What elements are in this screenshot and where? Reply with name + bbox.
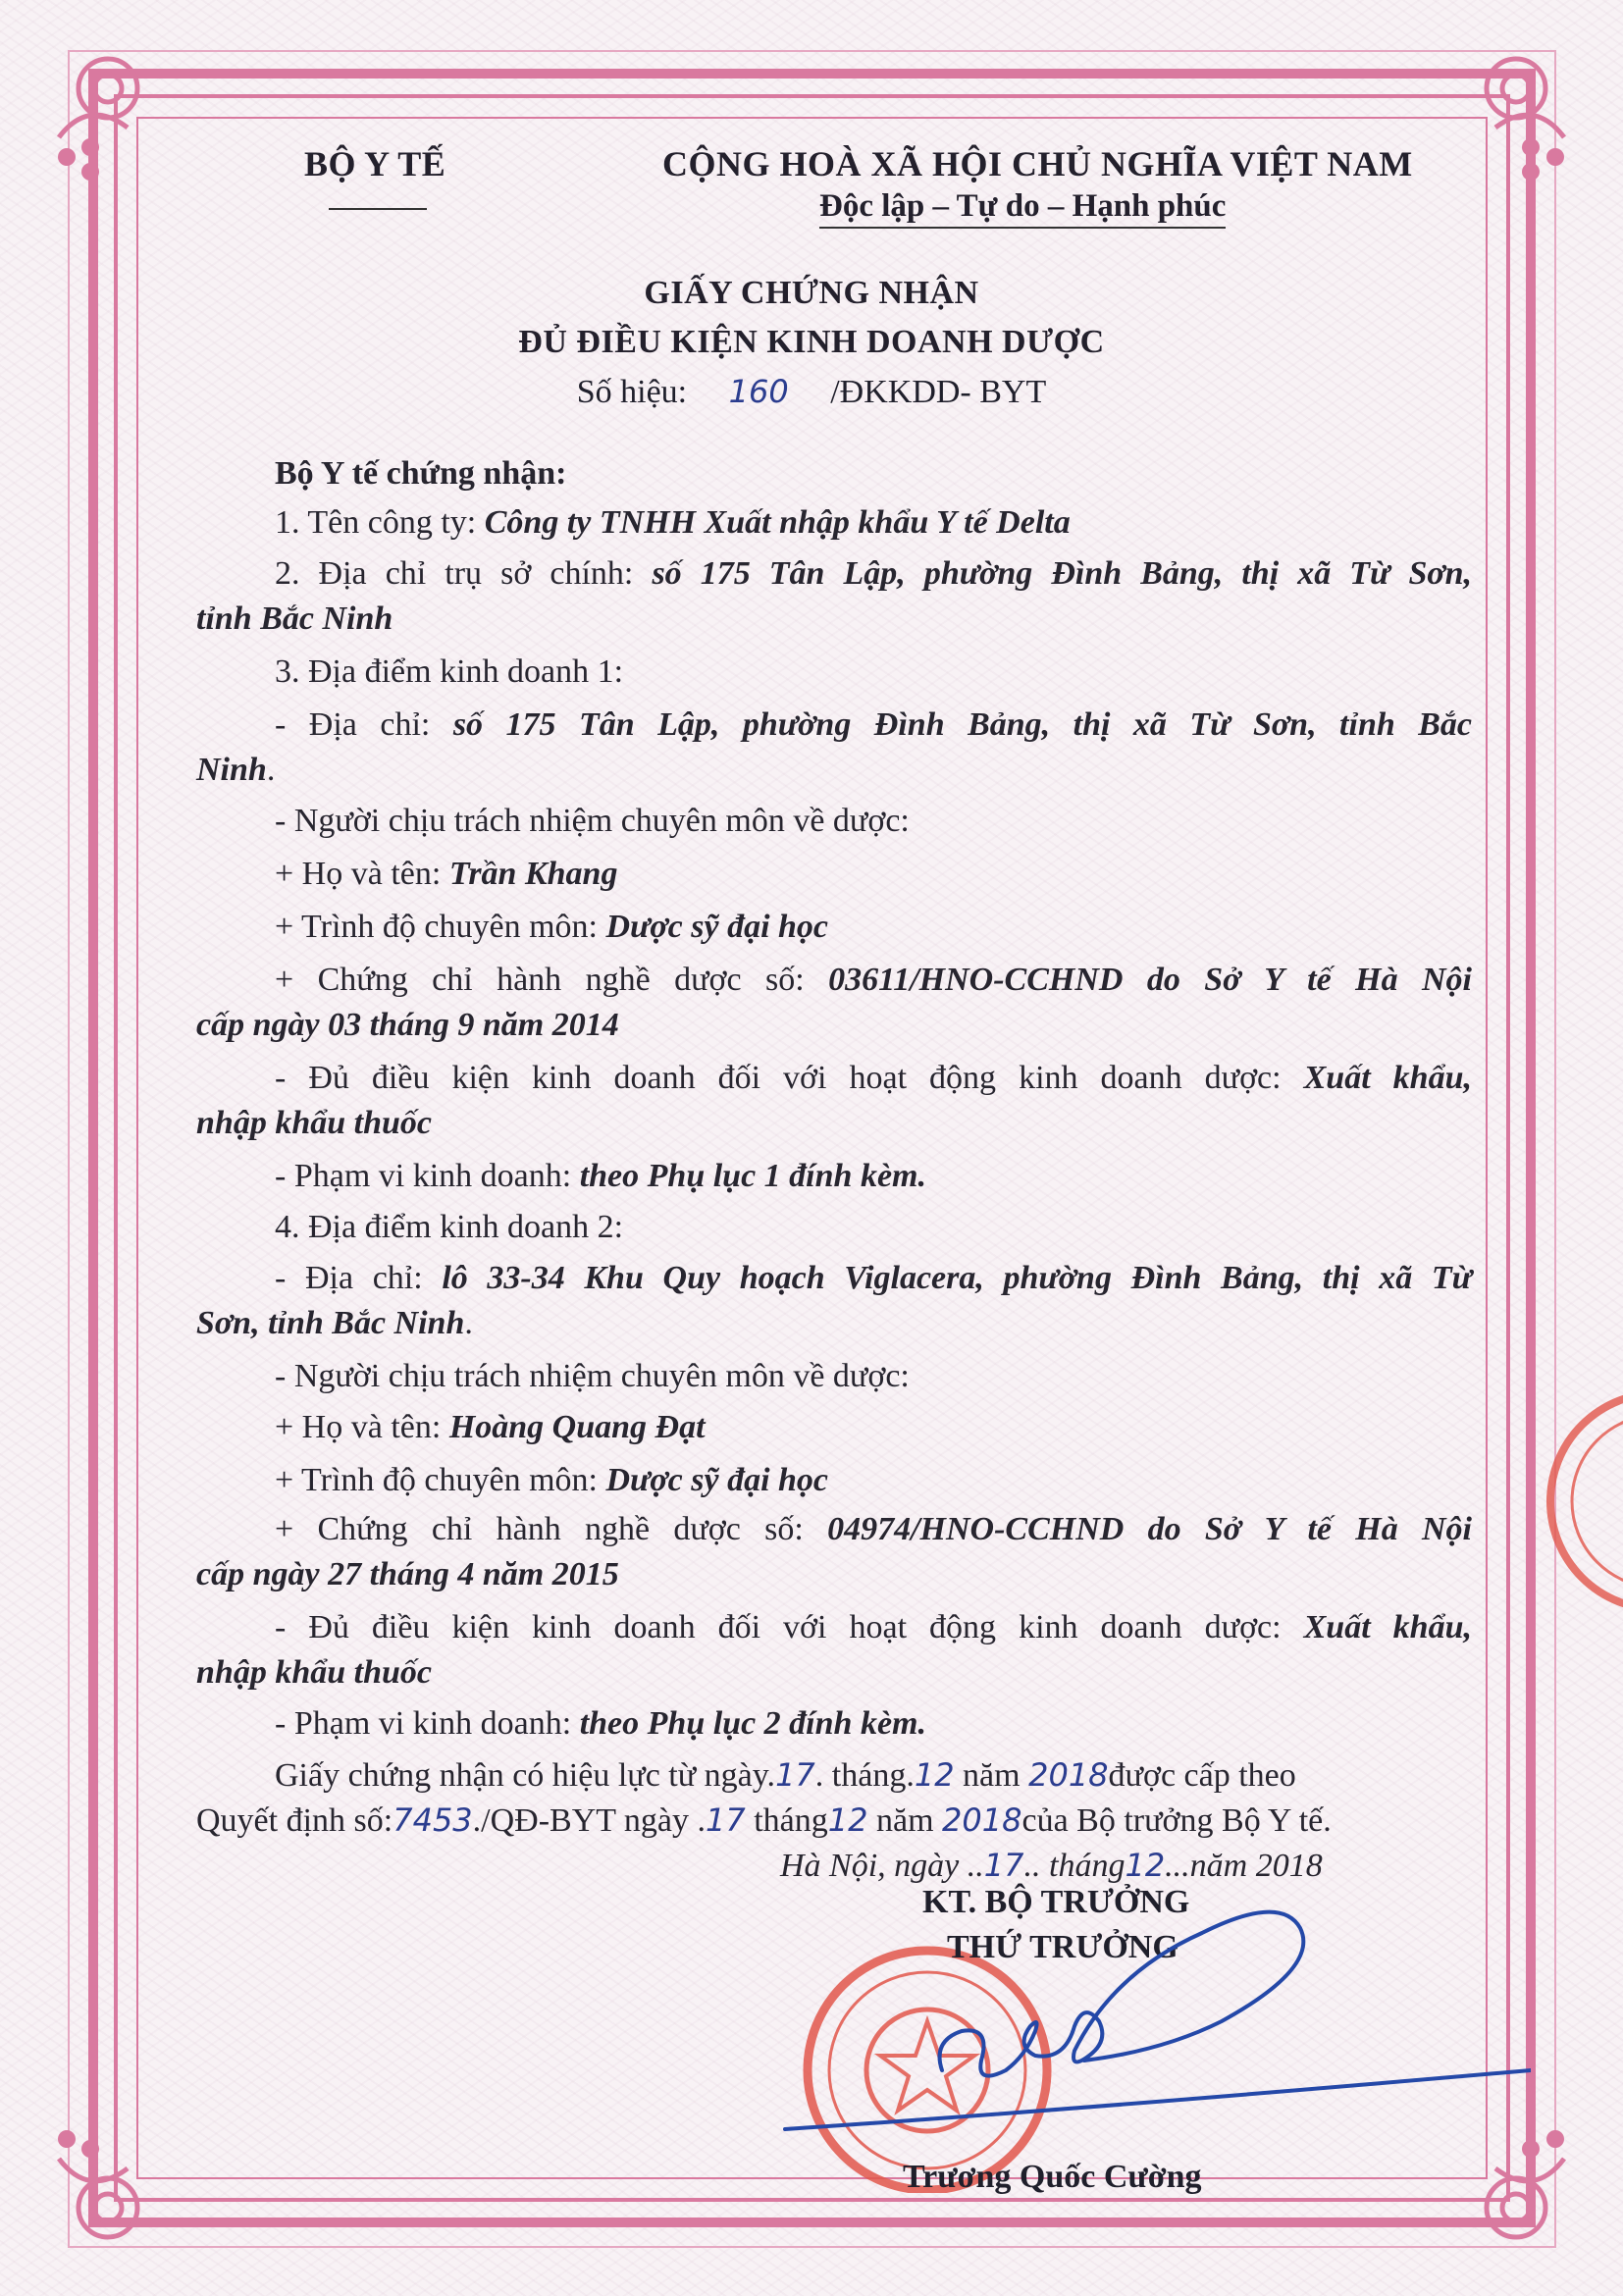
location2-name-label: + Họ và tên: [275, 1409, 442, 1445]
national-motto: Độc lập – Tự do – Hạnh phúc [819, 188, 1226, 229]
decision-row [196, 1798, 1332, 1844]
location1-address-cont-row [196, 748, 275, 793]
location2-qual-row [275, 1458, 828, 1503]
location2-eligible-cont: nhập khẩu thuốc [196, 1654, 432, 1691]
validity-month: 12 [914, 1756, 955, 1794]
location1-address-end: . [266, 752, 276, 788]
location2-responsible: - Người chịu trách nhiệm chuyên môn về dược: [275, 1358, 910, 1394]
company-address-label: 2. Địa chỉ trụ sở chính: [275, 555, 634, 592]
location2-address-cont: Sơn, tỉnh Bắc Ninh [196, 1305, 465, 1341]
location2-heading: 4. Địa điểm kinh doanh 2: [275, 1209, 624, 1245]
validity-text-1: Giấy chứng nhận có hiệu lực từ ngày. [275, 1757, 776, 1794]
location1-qual-label: + Trình độ chuyên môn: [275, 909, 598, 945]
location1-heading: 3. Địa điểm kinh doanh 1: [275, 653, 624, 690]
certificate-subtitle: ĐỦ ĐIỀU KIỆN KINH DOANH DƯỢC [518, 324, 1105, 360]
location1-qual-row [275, 905, 828, 950]
validity-year: 2018 [1028, 1756, 1109, 1794]
header-divider [329, 208, 427, 210]
certificate-title: GIẤY CHỨNG NHẬN [644, 275, 979, 311]
company-name-value: Công ty TNHH Xuất nhập khẩu Y tế Delta [484, 504, 1071, 541]
location1-eligible-label: - Đủ điều kiện kinh doanh đối với hoạt động kinh doanh dược: [275, 1060, 1282, 1096]
location1-cert-row [275, 958, 1472, 1003]
validity-text-2: . tháng. [814, 1757, 915, 1794]
intro-line: Bộ Y tế chứng nhận: [275, 455, 567, 492]
signer-role-2: THỨ TRƯỞNG [947, 1929, 1178, 1965]
location1-eligible-cont: nhập khẩu thuốc [196, 1105, 432, 1141]
place-date-day: 17 [983, 1847, 1024, 1884]
place-date-text-1: Hà Nội, ngày .. [780, 1848, 984, 1884]
location2-name-row [275, 1405, 706, 1450]
certificate-number [0, 373, 1623, 411]
location2-cert-row [275, 1507, 1472, 1552]
company-name-label: 1. Tên công ty: [275, 504, 477, 541]
company-address-cont: tỉnh Bắc Ninh [196, 600, 393, 637]
place-date-text-2: .. tháng [1023, 1848, 1126, 1884]
location1-name-label: + Họ và tên: [275, 856, 442, 892]
location1-address-cont: Ninh [196, 752, 267, 788]
validity-row [275, 1752, 1296, 1799]
location1-name-row [275, 852, 617, 897]
place-date-month: 12 [1125, 1847, 1166, 1884]
company-name-row [275, 500, 1071, 546]
side-seal-icon [1541, 1383, 1623, 1619]
location2-cert-date: cấp ngày 27 tháng 4 năm 2015 [196, 1556, 619, 1592]
number-label: Số hiệu: [576, 374, 688, 410]
handwritten-signature-icon [765, 1864, 1531, 2159]
location2-qual-label: + Trình độ chuyên môn: [275, 1462, 598, 1498]
location1-address-value: số 175 Tân Lập, phường Đình Bảng, thị xã Từ Sơn, tỉnh Bắc [452, 706, 1473, 743]
location1-cert-label: + Chứng chỉ hành nghề dược số: [275, 962, 805, 998]
location1-cert-date: cấp ngày 03 tháng 9 năm 2014 [196, 1007, 619, 1043]
location2-name-value: Hoàng Quang Đạt [448, 1409, 706, 1445]
decision-number: 7453 [393, 1801, 473, 1839]
republic-name: CỘNG HOÀ XÃ HỘI CHỦ NGHĨA VIỆT NAM [662, 144, 1413, 183]
location2-address-row [275, 1256, 1472, 1301]
location1-address-label: - Địa chỉ: [275, 706, 431, 743]
company-address-row [275, 551, 1472, 597]
location2-eligible-value: Xuất khẩu, [1303, 1609, 1472, 1645]
number-suffix: /ĐKKDD- BYT [830, 374, 1047, 410]
location1-address-row [275, 703, 1472, 748]
location1-scope-label: - Phạm vi kinh doanh: [275, 1158, 572, 1194]
location1-cert-value: 03611/HNO-CCHND do Sở Y tế Hà Nội [828, 962, 1472, 998]
location2-eligible-label: - Đủ điều kiện kinh doanh đối với hoạt động kinh doanh dược: [275, 1609, 1282, 1645]
decision-text-2: tháng [745, 1802, 828, 1839]
decision-text-3: năm [867, 1802, 943, 1839]
validity-text-3: năm [954, 1757, 1029, 1794]
validity-day: 17 [775, 1756, 815, 1794]
location1-scope-row [275, 1154, 926, 1199]
location2-qual-value: Dược sỹ đại học [605, 1462, 829, 1498]
location2-scope-value: theo Phụ lục 2 đính kèm. [579, 1705, 926, 1742]
location2-scope-row [275, 1701, 926, 1747]
location2-cert-value: 04974/HNO-CCHND do Sở Y tế Hà Nội [827, 1511, 1472, 1547]
place-date-text-3: ...năm 2018 [1165, 1848, 1323, 1884]
signer-role-1: KT. BỘ TRƯỞNG [922, 1884, 1190, 1920]
decision-month: 12 [827, 1801, 868, 1839]
location1-name-value: Trần Khang [448, 856, 618, 892]
location1-eligible-value: Xuất khẩu, [1303, 1060, 1472, 1096]
location2-address-cont-row [196, 1301, 473, 1346]
location1-qual-value: Dược sỹ đại học [605, 909, 829, 945]
validity-text-4: được cấp theo [1108, 1757, 1296, 1794]
location1-responsible: - Người chịu trách nhiệm chuyên môn về dược: [275, 803, 910, 839]
decision-text-1: ./QĐ-BYT ngày . [472, 1802, 707, 1839]
company-address-value: số 175 Tân Lập, phường Đình Bảng, thị xã Từ Sơn, [652, 555, 1473, 592]
decision-text-4: của Bộ trưởng Bộ Y tế. [1021, 1802, 1332, 1839]
location2-eligible-row [275, 1605, 1472, 1650]
location2-address-label: - Địa chỉ: [275, 1260, 423, 1296]
ministry-name: BỘ Y TẾ [304, 144, 446, 183]
location1-eligible-row [275, 1056, 1472, 1101]
location2-address-end: . [464, 1305, 473, 1341]
location2-address-value: lô 33-34 Khu Quy hoạch Viglacera, phường Đình Bảng, thị xã Từ [442, 1260, 1472, 1296]
decision-year: 2018 [942, 1801, 1022, 1839]
number-value: 160 [728, 373, 789, 410]
decision-label: Quyết định số: [196, 1802, 393, 1839]
signer-name: Trương Quốc Cường [903, 2159, 1202, 2195]
location2-scope-label: - Phạm vi kinh doanh: [275, 1705, 572, 1742]
location1-scope-value: theo Phụ lục 1 đính kèm. [579, 1158, 926, 1194]
decision-day: 17 [706, 1801, 746, 1839]
location2-cert-label: + Chứng chỉ hành nghề dược số: [275, 1511, 804, 1547]
